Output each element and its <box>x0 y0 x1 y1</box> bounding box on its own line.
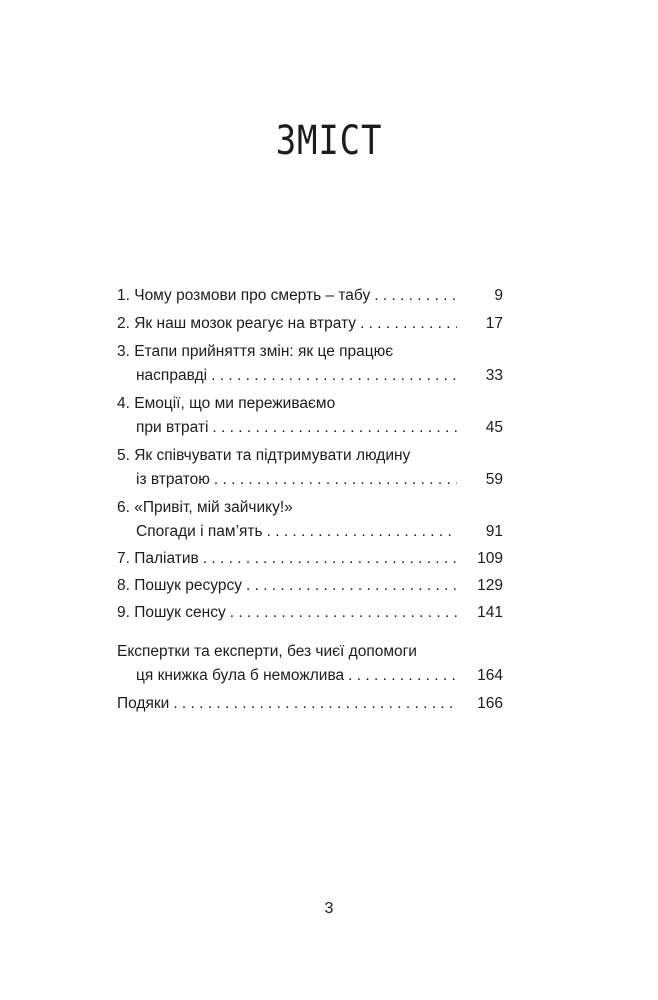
toc-entry[interactable] <box>117 692 503 716</box>
toc-entry-title: 2. Як наш мозок реагує на втрату <box>117 315 357 332</box>
toc-entry-title: 7. Паліатив <box>117 550 199 567</box>
toc-leader-dots <box>246 574 457 598</box>
toc-page-number: 166 <box>477 695 503 712</box>
toc-leader-dots <box>348 664 457 688</box>
toc-page-number: 45 <box>485 419 503 436</box>
toc-entry-title: 8. Пошук ресурсу <box>117 577 242 594</box>
toc-entry-title: 6. «Привіт, мій зайчику!» <box>117 499 293 516</box>
toc-leader-dots <box>374 284 457 308</box>
toc-entry[interactable] <box>117 496 503 544</box>
toc-leader-dots <box>173 692 457 716</box>
toc-entry-title: 1. Чому розмови про смерть – табу <box>117 287 371 304</box>
toc-page-number: 17 <box>485 315 503 332</box>
toc-entry-title-continued: із втратою <box>136 471 210 488</box>
toc-entry[interactable] <box>117 574 503 598</box>
toc-entry[interactable] <box>117 284 503 308</box>
toc-entry-title: 4. Емоції, що ми переживаємо <box>117 395 336 412</box>
toc-page-number: 109 <box>477 550 503 567</box>
toc-entry-title-continued: насправді <box>136 367 208 384</box>
toc-entry[interactable] <box>117 640 503 688</box>
toc-leader-dots <box>230 601 457 625</box>
toc-entry[interactable] <box>117 601 503 625</box>
toc-entry[interactable] <box>117 392 503 440</box>
toc-entry-title-continued: Спогади і пам’ять <box>136 523 263 540</box>
toc-entry-title-continued: при втраті <box>136 419 209 436</box>
toc-entry-title: Подяки <box>117 695 170 712</box>
toc-page-number: 59 <box>485 471 503 488</box>
toc-leader-dots <box>212 416 457 440</box>
toc-leader-dots <box>203 547 457 571</box>
toc-entry[interactable] <box>117 340 503 388</box>
toc-entry-title: 5. Як співчувати та підтримувати людину <box>117 447 411 464</box>
toc-entry-title: Експертки та експерти, без чиєї допомоги <box>117 643 417 660</box>
table-of-contents <box>117 284 503 716</box>
page-title: ЗМІСТ <box>275 118 383 164</box>
toc-page-number: 141 <box>477 604 503 621</box>
toc-entry-title: 3. Етапи прийняття змін: як це працює <box>117 343 394 360</box>
toc-entry[interactable] <box>117 444 503 492</box>
toc-entry[interactable] <box>117 547 503 571</box>
toc-page-number: 9 <box>494 287 503 304</box>
toc-entry-title: 9. Пошук сенсу <box>117 604 226 621</box>
toc-leader-dots <box>360 312 457 336</box>
toc-leader-dots <box>211 364 457 388</box>
toc-page-number: 164 <box>477 667 503 684</box>
toc-leader-dots <box>267 520 457 544</box>
toc-leader-dots <box>214 468 457 492</box>
page-number: 3 <box>324 900 334 917</box>
toc-page-number: 33 <box>485 367 503 384</box>
toc-entry[interactable] <box>117 312 503 336</box>
toc-entry-title-continued: ця книжка була б неможлива <box>136 667 345 684</box>
toc-page-number: 91 <box>485 523 503 540</box>
toc-page-number: 129 <box>477 577 503 594</box>
